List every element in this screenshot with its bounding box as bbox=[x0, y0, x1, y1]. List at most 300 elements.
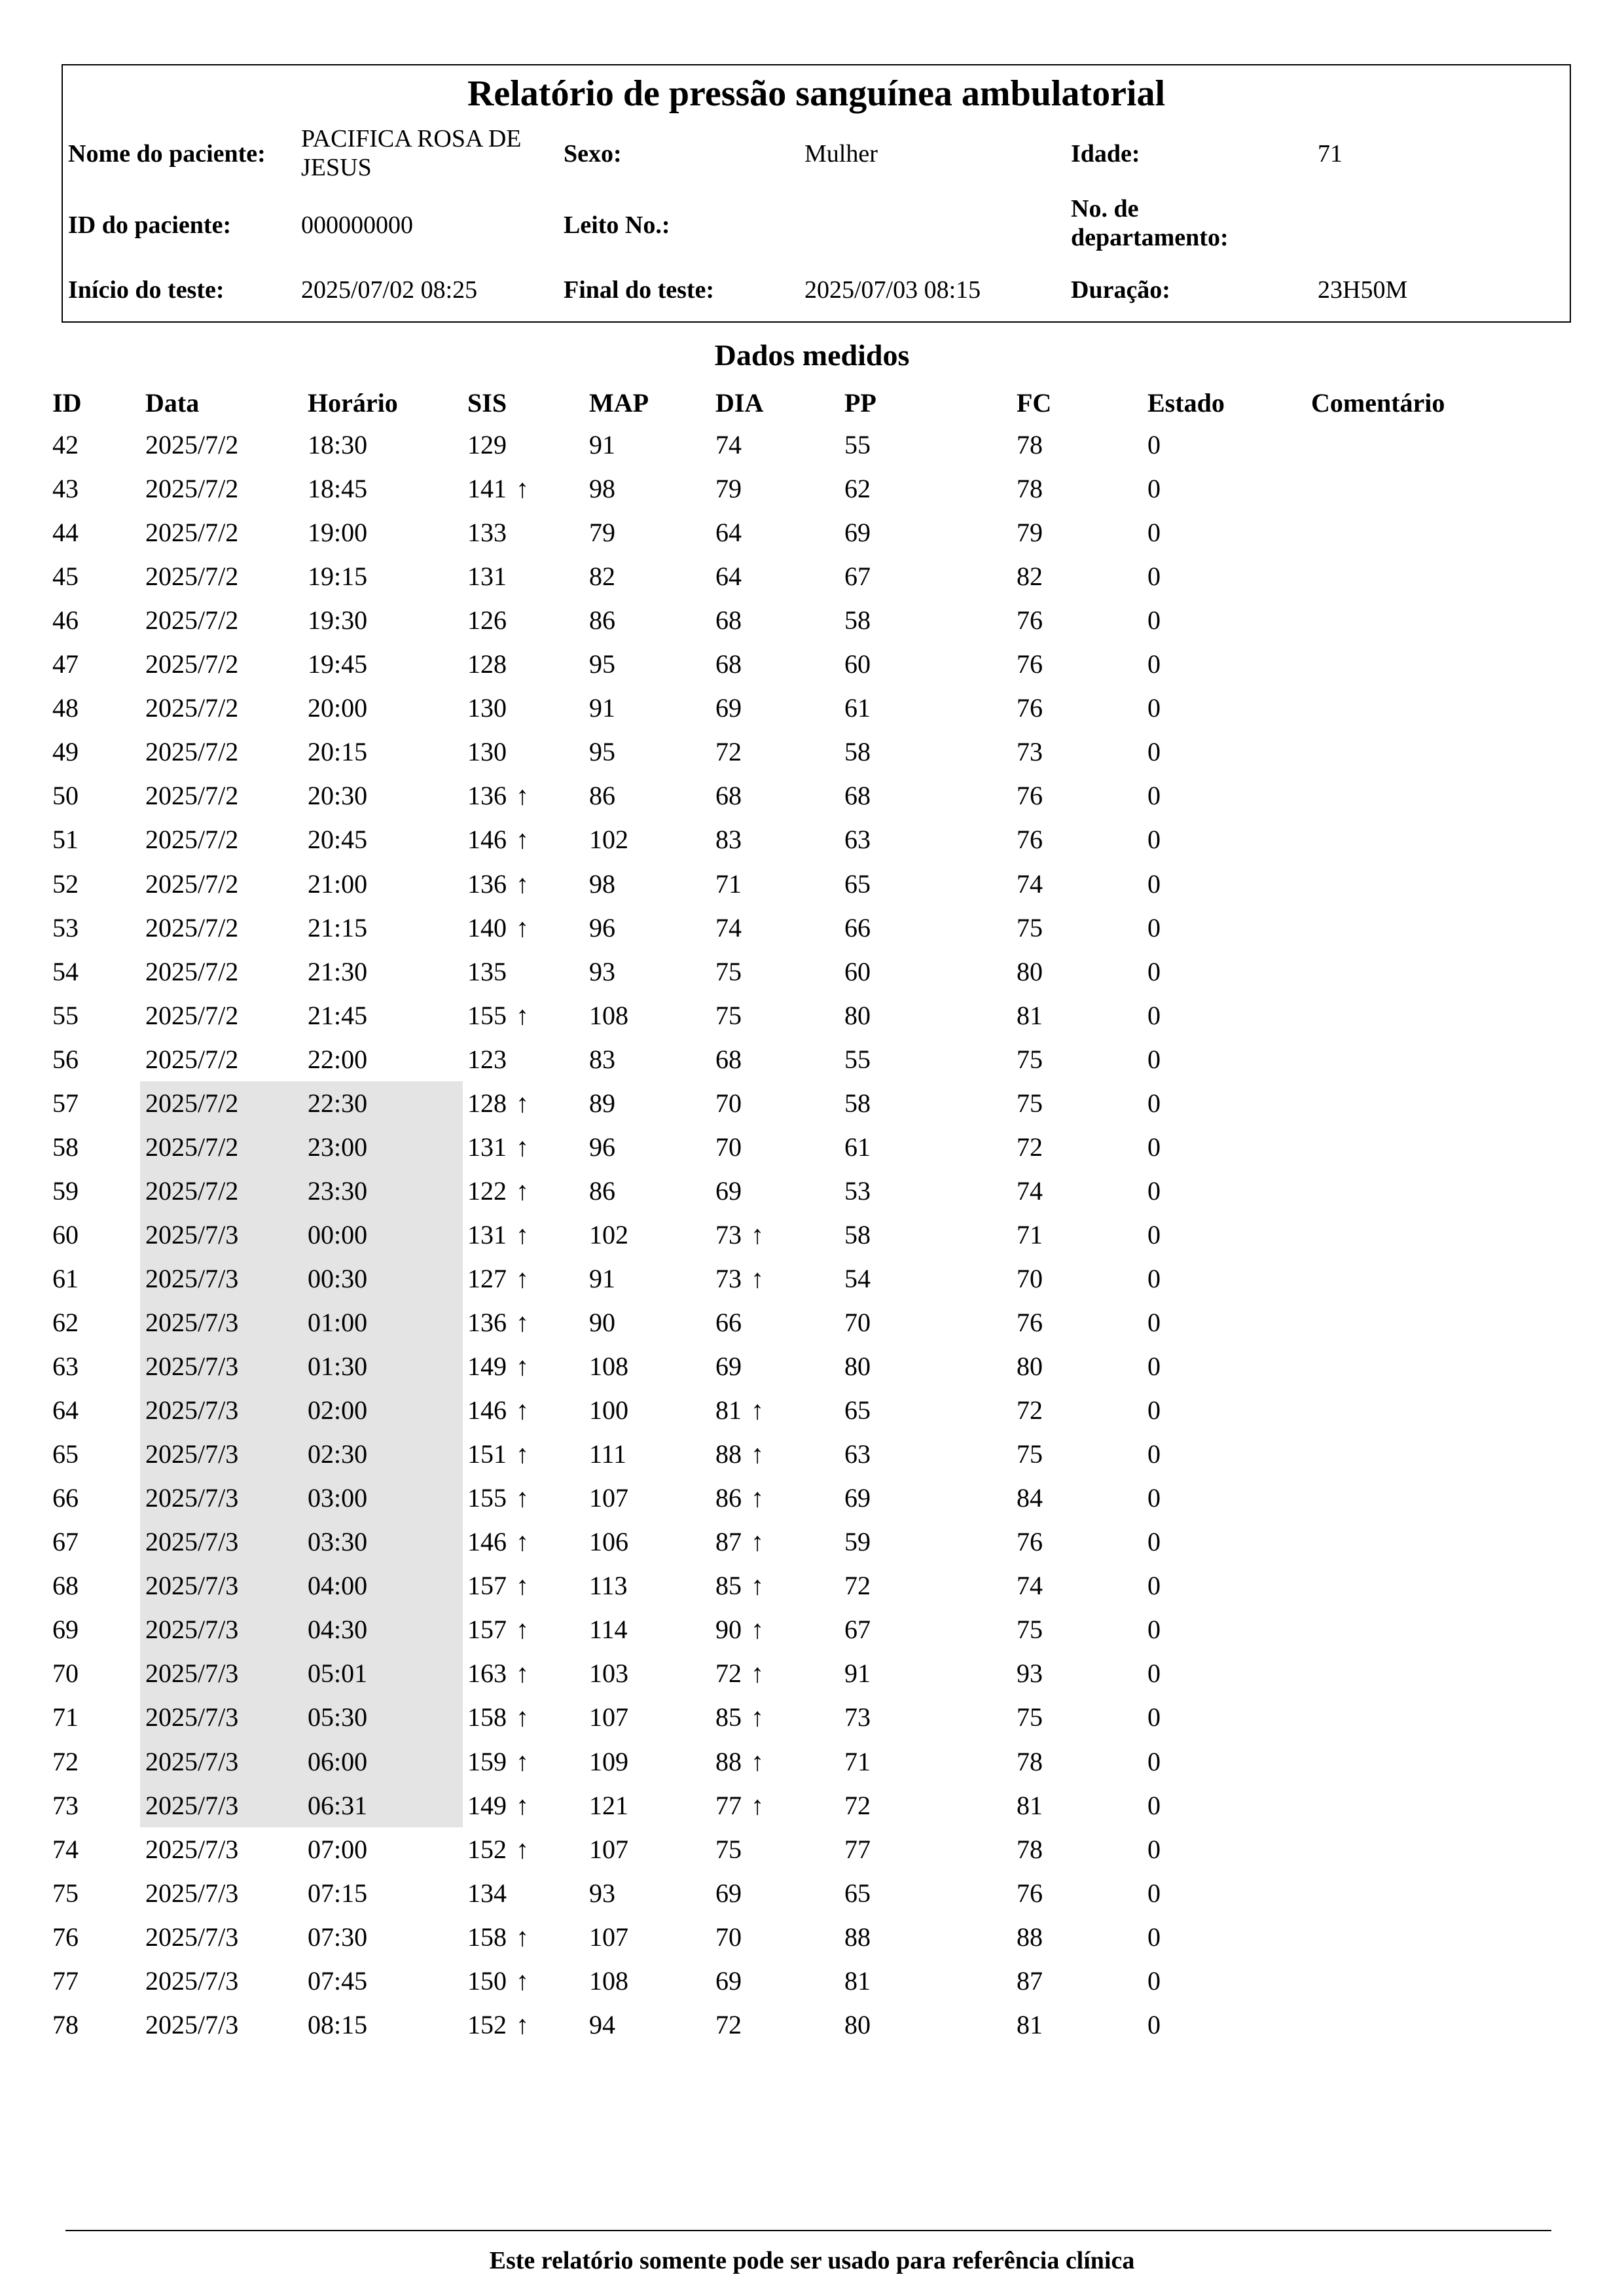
cell-pp bbox=[844, 1350, 871, 1384]
cell-time bbox=[308, 1745, 367, 1779]
cell-pp-value: 67 bbox=[844, 562, 871, 592]
high-arrow-icon: ↑ bbox=[751, 1702, 764, 1732]
cell-id-value: 68 bbox=[52, 1571, 79, 1601]
cell-map-value: 113 bbox=[589, 1571, 628, 1601]
cell-status bbox=[1147, 691, 1161, 725]
cell-pp bbox=[844, 911, 871, 945]
cell-date-value: 2025/7/3 bbox=[145, 1395, 239, 1426]
cell-time bbox=[308, 691, 367, 725]
high-arrow-icon: ↑ bbox=[516, 1219, 529, 1249]
cell-dia-value: 72 bbox=[715, 2009, 742, 2039]
cell-sys-value: 152 bbox=[467, 2009, 507, 2039]
cell-date bbox=[145, 603, 238, 637]
cell-hr bbox=[1017, 1437, 1043, 1471]
cell-pp bbox=[844, 1218, 871, 1252]
cell-sys bbox=[467, 1174, 529, 1208]
cell-dia bbox=[715, 1437, 764, 1471]
cell-time-value: 02:00 bbox=[308, 1395, 368, 1426]
cell-hr bbox=[1017, 428, 1043, 462]
col-header-sys: SIS bbox=[467, 388, 507, 418]
col-header-date: Data bbox=[145, 388, 200, 418]
cell-map-value: 102 bbox=[589, 1219, 628, 1249]
cell-map-value: 89 bbox=[589, 1088, 615, 1118]
cell-dia bbox=[715, 911, 742, 945]
cell-map-value: 86 bbox=[589, 781, 615, 811]
cell-map bbox=[589, 1481, 628, 1515]
cell-time-value: 22:00 bbox=[308, 1044, 368, 1074]
cell-hr-value: 75 bbox=[1017, 912, 1043, 942]
duration-label: Duração: bbox=[1071, 276, 1170, 304]
cell-pp bbox=[844, 1833, 871, 1867]
cell-id bbox=[52, 999, 79, 1033]
cell-time-value: 00:00 bbox=[308, 1219, 368, 1249]
cell-status-value: 0 bbox=[1147, 912, 1161, 942]
cell-time bbox=[308, 867, 367, 901]
cell-id-value: 65 bbox=[52, 1439, 79, 1469]
cell-status-value: 0 bbox=[1147, 1175, 1161, 1206]
col-header-pp: PP bbox=[844, 388, 876, 418]
cell-status-value: 0 bbox=[1147, 1922, 1161, 1952]
cell-dia-value: 73 bbox=[715, 1263, 742, 1293]
cell-hr-value: 75 bbox=[1017, 1702, 1043, 1732]
cell-sys-value: 150 bbox=[467, 1965, 507, 1996]
cell-time bbox=[308, 1789, 367, 1823]
cell-pp bbox=[844, 1130, 871, 1164]
cell-time-value: 18:30 bbox=[308, 430, 368, 459]
cell-pp bbox=[844, 1876, 871, 1910]
cell-id bbox=[52, 472, 79, 506]
cell-hr bbox=[1017, 1525, 1043, 1559]
cell-map bbox=[589, 1745, 628, 1779]
cell-pp-value: 63 bbox=[844, 825, 871, 855]
cell-date bbox=[145, 516, 238, 550]
cell-time-value: 21:30 bbox=[308, 956, 368, 986]
cell-hr-value: 78 bbox=[1017, 1746, 1043, 1776]
cell-hr-value: 76 bbox=[1017, 693, 1043, 723]
cell-dia bbox=[715, 2008, 742, 2042]
high-arrow-icon: ↑ bbox=[516, 2009, 529, 2039]
cell-status bbox=[1147, 1833, 1161, 1867]
cell-map-value: 108 bbox=[589, 1000, 628, 1030]
cell-date bbox=[145, 1569, 238, 1603]
cell-pp-value: 72 bbox=[844, 1571, 871, 1601]
cell-date-value: 2025/7/3 bbox=[145, 1439, 239, 1469]
cell-pp bbox=[844, 1613, 871, 1647]
cell-pp-value: 58 bbox=[844, 1219, 871, 1249]
cell-id-value: 75 bbox=[52, 1878, 79, 1908]
cell-sys-value: 155 bbox=[467, 1000, 507, 1030]
cell-pp bbox=[844, 735, 871, 769]
cell-id-value: 59 bbox=[52, 1175, 79, 1206]
cell-sys bbox=[467, 779, 529, 813]
cell-status bbox=[1147, 1964, 1161, 1998]
cell-time-value: 00:30 bbox=[308, 1263, 368, 1293]
cell-id-value: 47 bbox=[52, 649, 79, 679]
cell-time bbox=[308, 955, 367, 989]
cell-pp-value: 80 bbox=[844, 1352, 871, 1382]
cell-hr-value: 76 bbox=[1017, 1308, 1043, 1337]
cell-pp-value: 72 bbox=[844, 1790, 871, 1820]
cell-id bbox=[52, 428, 79, 462]
cell-status bbox=[1147, 735, 1161, 769]
cell-sys bbox=[467, 955, 507, 989]
cell-hr bbox=[1017, 516, 1043, 550]
cell-pp bbox=[844, 516, 871, 550]
cell-map bbox=[589, 735, 615, 769]
cell-date bbox=[145, 560, 238, 594]
cell-hr bbox=[1017, 955, 1043, 989]
cell-sys-value: 126 bbox=[467, 605, 507, 636]
cell-map-value: 82 bbox=[589, 562, 615, 592]
cell-pp bbox=[844, 472, 871, 506]
cell-status-value: 0 bbox=[1147, 1263, 1161, 1293]
cell-date bbox=[145, 1481, 238, 1515]
cell-map bbox=[589, 1700, 628, 1734]
cell-sys bbox=[467, 1086, 529, 1121]
cell-status bbox=[1147, 647, 1161, 681]
cell-dia bbox=[715, 1920, 742, 1954]
cell-sys-value: 136 bbox=[467, 781, 507, 811]
cell-status-value: 0 bbox=[1147, 1834, 1161, 1864]
cell-status bbox=[1147, 1086, 1161, 1121]
cell-pp-value: 66 bbox=[844, 912, 871, 942]
cell-hr-value: 93 bbox=[1017, 1659, 1043, 1689]
cell-pp-value: 81 bbox=[844, 1965, 871, 1996]
cell-time-value: 05:30 bbox=[308, 1702, 368, 1732]
cell-status-value: 0 bbox=[1147, 518, 1161, 548]
cell-time bbox=[308, 1437, 367, 1471]
cell-sys bbox=[467, 911, 529, 945]
cell-sys bbox=[467, 428, 507, 462]
cell-dia bbox=[715, 516, 742, 550]
cell-time-value: 19:45 bbox=[308, 649, 368, 679]
cell-id-value: 76 bbox=[52, 1922, 79, 1952]
cell-time-value: 20:45 bbox=[308, 825, 368, 855]
cell-time bbox=[308, 603, 367, 637]
cell-map-value: 94 bbox=[589, 2009, 615, 2039]
high-arrow-icon: ↑ bbox=[516, 1790, 529, 1820]
footer-divider bbox=[65, 2230, 1551, 2231]
col-header-time: Horário bbox=[308, 388, 398, 418]
high-arrow-icon: ↑ bbox=[516, 1571, 529, 1601]
cell-map-value: 91 bbox=[589, 693, 615, 723]
cell-hr-value: 75 bbox=[1017, 1088, 1043, 1118]
cell-map bbox=[589, 603, 615, 637]
cell-hr-value: 72 bbox=[1017, 1395, 1043, 1426]
cell-pp bbox=[844, 1393, 871, 1427]
cell-sys bbox=[467, 1920, 529, 1954]
cell-pp-value: 54 bbox=[844, 1263, 871, 1293]
cell-status-value: 0 bbox=[1147, 1132, 1161, 1162]
cell-pp-value: 67 bbox=[844, 1615, 871, 1645]
cell-sys bbox=[467, 999, 529, 1033]
bed-label: Leito No.: bbox=[564, 211, 670, 239]
cell-map-value: 107 bbox=[589, 1483, 628, 1513]
cell-map bbox=[589, 647, 615, 681]
cell-time bbox=[308, 735, 367, 769]
cell-time-value: 04:00 bbox=[308, 1571, 368, 1601]
cell-time bbox=[308, 1262, 367, 1296]
cell-dia bbox=[715, 1043, 742, 1077]
high-arrow-icon: ↑ bbox=[516, 1132, 529, 1162]
cell-dia bbox=[715, 779, 742, 813]
cell-sys bbox=[467, 1876, 507, 1910]
cell-sys bbox=[467, 1218, 529, 1252]
cell-time-value: 06:00 bbox=[308, 1746, 368, 1776]
cell-status bbox=[1147, 1437, 1161, 1471]
cell-status bbox=[1147, 603, 1161, 637]
cell-pp bbox=[844, 2008, 871, 2042]
cell-dia-value: 69 bbox=[715, 693, 742, 723]
cell-hr-value: 72 bbox=[1017, 1132, 1043, 1162]
cell-dia bbox=[715, 1174, 742, 1208]
cell-time bbox=[308, 1876, 367, 1910]
cell-map-value: 95 bbox=[589, 737, 615, 767]
cell-hr bbox=[1017, 1613, 1043, 1647]
cell-sys-value: 135 bbox=[467, 956, 507, 986]
cell-hr bbox=[1017, 1393, 1043, 1427]
high-arrow-icon: ↑ bbox=[516, 1263, 529, 1293]
cell-hr bbox=[1017, 1262, 1043, 1296]
cell-sys bbox=[467, 647, 507, 681]
cell-sys-value: 128 bbox=[467, 649, 507, 679]
cell-id bbox=[52, 2008, 79, 2042]
cell-dia-value: 75 bbox=[715, 1000, 742, 1030]
cell-id-value: 50 bbox=[52, 781, 79, 811]
cell-dia bbox=[715, 1218, 764, 1252]
cell-hr-value: 76 bbox=[1017, 825, 1043, 855]
cell-id-value: 54 bbox=[52, 956, 79, 986]
cell-status-value: 0 bbox=[1147, 781, 1161, 811]
cell-dia-value: 90 bbox=[715, 1615, 742, 1645]
cell-dia bbox=[715, 1964, 742, 1998]
cell-status-value: 0 bbox=[1147, 737, 1161, 767]
cell-map-value: 107 bbox=[589, 1922, 628, 1952]
cell-time-value: 22:30 bbox=[308, 1088, 368, 1118]
cell-date-value: 2025/7/3 bbox=[145, 1352, 239, 1382]
cell-pp-value: 53 bbox=[844, 1175, 871, 1206]
cell-dia-value: 68 bbox=[715, 1044, 742, 1074]
high-arrow-icon: ↑ bbox=[516, 1439, 529, 1469]
patient-id-value: 000000000 bbox=[301, 211, 413, 239]
cell-time bbox=[308, 823, 367, 857]
cell-pp bbox=[844, 647, 871, 681]
cell-dia bbox=[715, 823, 742, 857]
cell-time-value: 02:30 bbox=[308, 1439, 368, 1469]
cell-sys bbox=[467, 1789, 529, 1823]
cell-date-value: 2025/7/2 bbox=[145, 1088, 239, 1118]
cell-hr bbox=[1017, 1833, 1043, 1867]
cell-dia bbox=[715, 472, 742, 506]
cell-map-value: 107 bbox=[589, 1702, 628, 1732]
cell-map bbox=[589, 1657, 628, 1691]
cell-map bbox=[589, 2008, 615, 2042]
cell-hr-value: 87 bbox=[1017, 1965, 1043, 1996]
cell-map bbox=[589, 823, 628, 857]
col-header-id: ID bbox=[52, 388, 82, 418]
cell-date-value: 2025/7/3 bbox=[145, 1790, 239, 1820]
cell-status bbox=[1147, 1043, 1161, 1077]
cell-id-value: 74 bbox=[52, 1834, 79, 1864]
cell-status bbox=[1147, 472, 1161, 506]
cell-map bbox=[589, 560, 615, 594]
col-header-hr: FC bbox=[1017, 388, 1052, 418]
cell-map bbox=[589, 955, 615, 989]
cell-pp bbox=[844, 1043, 871, 1077]
cell-sys bbox=[467, 1481, 529, 1515]
cell-hr-value: 80 bbox=[1017, 1352, 1043, 1382]
cell-status-value: 0 bbox=[1147, 1088, 1161, 1118]
cell-dia bbox=[715, 867, 742, 901]
cell-pp bbox=[844, 1657, 871, 1691]
cell-date bbox=[145, 735, 238, 769]
cell-status bbox=[1147, 1262, 1161, 1296]
high-arrow-icon: ↑ bbox=[516, 1395, 529, 1426]
cell-date-value: 2025/7/3 bbox=[145, 1615, 239, 1645]
cell-status-value: 0 bbox=[1147, 825, 1161, 855]
cell-dia-value: 88 bbox=[715, 1746, 742, 1776]
cell-status bbox=[1147, 867, 1161, 901]
high-arrow-icon: ↑ bbox=[516, 474, 529, 504]
cell-sys-value: 122 bbox=[467, 1175, 507, 1206]
cell-status bbox=[1147, 1481, 1161, 1515]
cell-hr-value: 76 bbox=[1017, 605, 1043, 636]
cell-id bbox=[52, 1306, 79, 1340]
cell-map bbox=[589, 999, 628, 1033]
cell-map bbox=[589, 779, 615, 813]
cell-map-value: 86 bbox=[589, 1175, 615, 1206]
cell-time-value: 23:00 bbox=[308, 1132, 368, 1162]
cell-id bbox=[52, 603, 79, 637]
cell-sys bbox=[467, 1393, 529, 1427]
cell-sys-value: 149 bbox=[467, 1352, 507, 1382]
cell-dia-value: 85 bbox=[715, 1702, 742, 1732]
cell-status-value: 0 bbox=[1147, 1483, 1161, 1513]
high-arrow-icon: ↑ bbox=[516, 1702, 529, 1732]
cell-sys bbox=[467, 691, 507, 725]
cell-hr-value: 76 bbox=[1017, 1878, 1043, 1908]
cell-map bbox=[589, 1437, 626, 1471]
cell-time-value: 04:30 bbox=[308, 1615, 368, 1645]
duration-value: 23H50M bbox=[1318, 276, 1408, 304]
cell-time-value: 07:00 bbox=[308, 1834, 368, 1864]
cell-hr-value: 71 bbox=[1017, 1219, 1043, 1249]
cell-sys-value: 133 bbox=[467, 518, 507, 548]
cell-dia-value: 64 bbox=[715, 518, 742, 548]
cell-hr bbox=[1017, 1745, 1043, 1779]
cell-status bbox=[1147, 1789, 1161, 1823]
cell-status bbox=[1147, 1700, 1161, 1734]
cell-dia-value: 74 bbox=[715, 430, 742, 459]
test-end-label: Final do teste: bbox=[564, 276, 715, 304]
cell-map-value: 93 bbox=[589, 1878, 615, 1908]
cell-pp bbox=[844, 1789, 871, 1823]
cell-pp bbox=[844, 1262, 871, 1296]
cell-status bbox=[1147, 428, 1161, 462]
cell-map bbox=[589, 1043, 615, 1077]
cell-sys bbox=[467, 560, 507, 594]
cell-dia bbox=[715, 1306, 742, 1340]
cell-pp-value: 61 bbox=[844, 693, 871, 723]
cell-date bbox=[145, 1393, 238, 1427]
cell-map bbox=[589, 911, 615, 945]
cell-id-value: 67 bbox=[52, 1527, 79, 1557]
cell-id bbox=[52, 1086, 79, 1121]
cell-time bbox=[308, 1350, 367, 1384]
cell-status bbox=[1147, 1920, 1161, 1954]
cell-time bbox=[308, 1174, 367, 1208]
cell-date bbox=[145, 1876, 238, 1910]
cell-sys-value: 155 bbox=[467, 1483, 507, 1513]
cell-sys bbox=[467, 1569, 529, 1603]
cell-time-value: 05:01 bbox=[308, 1659, 368, 1689]
cell-hr-value: 79 bbox=[1017, 518, 1043, 548]
cell-hr-value: 80 bbox=[1017, 956, 1043, 986]
cell-id bbox=[52, 823, 79, 857]
cell-status bbox=[1147, 516, 1161, 550]
cell-dia bbox=[715, 1613, 764, 1647]
cell-pp bbox=[844, 823, 871, 857]
high-arrow-icon: ↑ bbox=[516, 1527, 529, 1557]
cell-pp-value: 58 bbox=[844, 1088, 871, 1118]
cell-map-value: 114 bbox=[589, 1615, 628, 1645]
cell-date bbox=[145, 428, 238, 462]
measurements-title: Dados medidos bbox=[714, 338, 910, 372]
cell-pp bbox=[844, 999, 871, 1033]
cell-id bbox=[52, 1613, 79, 1647]
high-arrow-icon: ↑ bbox=[516, 781, 529, 811]
high-arrow-icon: ↑ bbox=[751, 1263, 764, 1293]
cell-sys-value: 146 bbox=[467, 825, 507, 855]
cell-sys bbox=[467, 1262, 529, 1296]
cell-date bbox=[145, 1525, 238, 1559]
cell-map bbox=[589, 516, 615, 550]
cell-map bbox=[589, 1086, 615, 1121]
high-arrow-icon: ↑ bbox=[751, 1659, 764, 1689]
cell-id bbox=[52, 911, 79, 945]
cell-pp-value: 77 bbox=[844, 1834, 871, 1864]
cell-date bbox=[145, 1086, 238, 1121]
cell-status-value: 0 bbox=[1147, 1746, 1161, 1776]
cell-status bbox=[1147, 2008, 1161, 2042]
cell-id bbox=[52, 1130, 79, 1164]
cell-date bbox=[145, 1043, 238, 1077]
cell-time bbox=[308, 1833, 367, 1867]
cell-pp bbox=[844, 1964, 871, 1998]
cell-id bbox=[52, 1569, 79, 1603]
cell-status-value: 0 bbox=[1147, 1308, 1161, 1337]
cell-sys bbox=[467, 603, 507, 637]
cell-dia-value: 70 bbox=[715, 1132, 742, 1162]
cell-dia-value: 69 bbox=[715, 1352, 742, 1382]
cell-date bbox=[145, 1350, 238, 1384]
cell-id bbox=[52, 1350, 79, 1384]
cell-date-value: 2025/7/2 bbox=[145, 562, 239, 592]
cell-hr-value: 76 bbox=[1017, 649, 1043, 679]
cell-map-value: 95 bbox=[589, 649, 615, 679]
cell-pp bbox=[844, 603, 871, 637]
cell-pp bbox=[844, 691, 871, 725]
cell-id bbox=[52, 867, 79, 901]
cell-sys-value: 158 bbox=[467, 1922, 507, 1952]
cell-id-value: 52 bbox=[52, 869, 79, 899]
cell-status-value: 0 bbox=[1147, 693, 1161, 723]
cell-pp-value: 91 bbox=[844, 1659, 871, 1689]
cell-dia bbox=[715, 603, 742, 637]
cell-time bbox=[308, 1613, 367, 1647]
cell-date-value: 2025/7/2 bbox=[145, 693, 239, 723]
cell-dia-value: 83 bbox=[715, 825, 742, 855]
